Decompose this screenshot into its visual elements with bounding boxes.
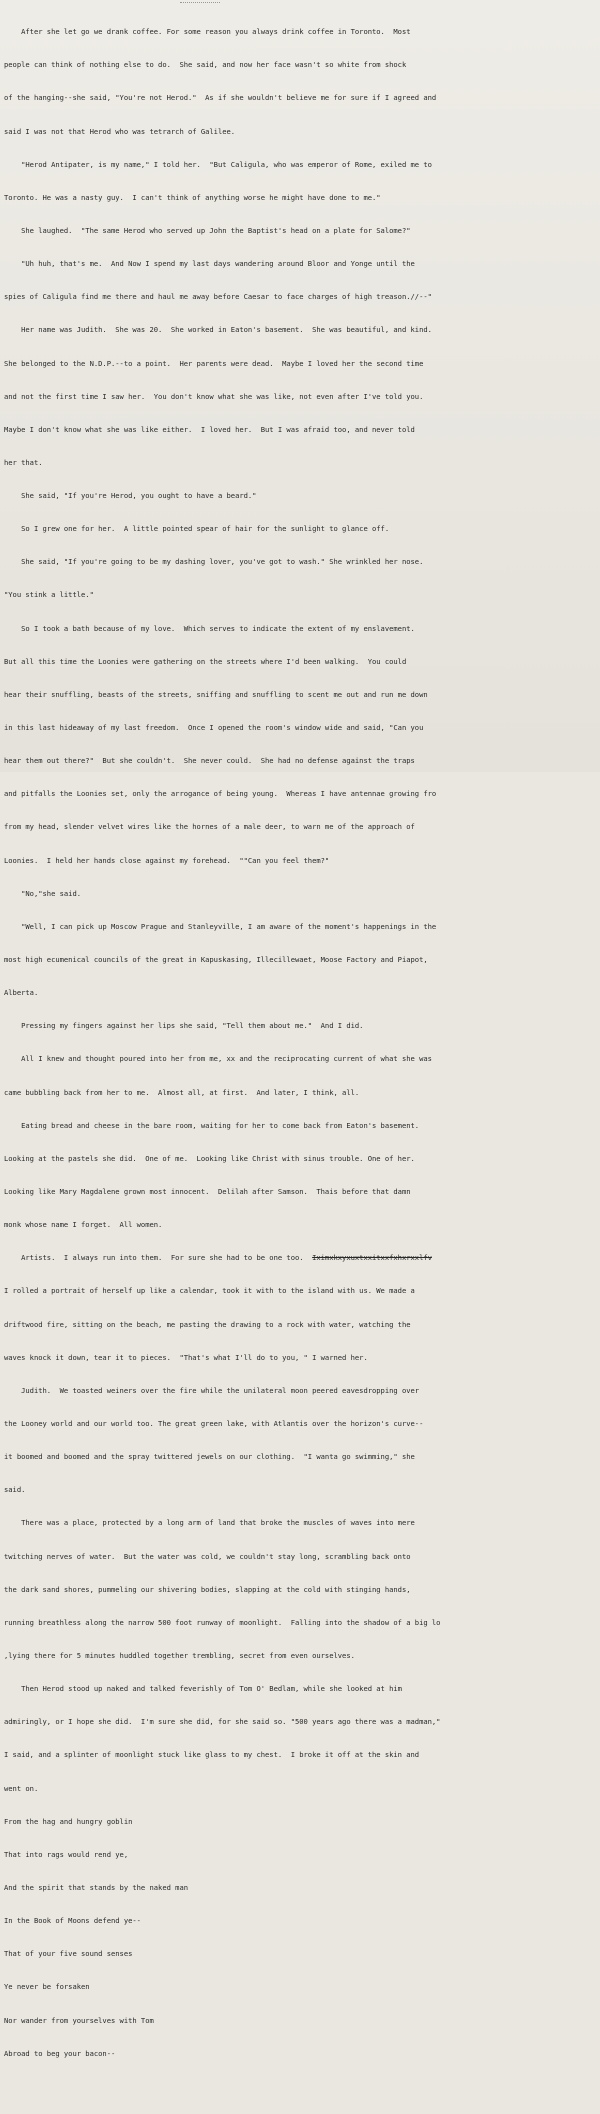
text-line: running breathless along the narrow 500 foot runway of moonlight. Falling into the shadow of a big lo <box>4 1617 441 1627</box>
text-line: All I knew and thought poured into her from me, xx and the reciprocating current of what she was <box>4 1054 432 1064</box>
text-line: it boomed and boomed and the spray twittered jewels on our clothing. "I wanta go swimming," she <box>4 1452 415 1462</box>
text-line: twitching nerves of water. But the water was cold, we couldn't stay long, scrambling back onto <box>4 1551 411 1561</box>
poem-line: Abroad to beg your bacon-- <box>4 2048 116 2058</box>
text-line: Maybe I don't know what she was like either. I loved her. But I was afraid too, and never told <box>4 424 415 434</box>
poem-line: And the spirit that stands by the naked man <box>4 1882 188 1892</box>
text-line: driftwood fire, sitting on the beach, me pasting the drawing to a rock with water, watching the <box>4 1319 411 1329</box>
text-line: the dark sand shores, pummeling our shivering bodies, slapping at the cold with stinging hands, <box>4 1584 411 1594</box>
text-line: and not the first time I saw her. You don't know what she was like, not even after I've told you. <box>4 391 424 401</box>
poem-line: Ye never be forsaken <box>4 1982 90 1992</box>
manuscript-text <box>4 4 600 2114</box>
poem-line: Nor wander from yourselves with Tom <box>4 2015 154 2025</box>
text-line: She laughed. "The same Herod who served up John the Baptist's head on a plate for Salome?" <box>4 225 411 235</box>
text-line: from my head, slender velvet wires like the hornes of a male deer, to warn me of the approach of <box>4 822 415 832</box>
text-line: After she let go we drank coffee. For some reason you always drink coffee in Toronto. Most <box>4 27 411 37</box>
poem-line: That of your five sound senses <box>4 1949 133 1959</box>
text-line: ,lying there for 5 minutes huddled together trembling, secret from even ourselves. <box>4 1650 355 1660</box>
text-line: Looking at the pastels she did. One of me. Looking like Christ with sinus trouble. One of her. <box>4 1153 415 1163</box>
struck-out-text: Iximxkxyxuxtxxitxxfxhxrxxlfv <box>312 1253 432 1263</box>
text-line: There was a place, protected by a long arm of land that broke the muscles of waves into mere <box>4 1518 415 1528</box>
text-line: Her name was Judith. She was 20. She worked in Eaton's basement. She was beautiful, and kind. <box>4 325 432 335</box>
text-line: hear their snuffling, beasts of the streets, sniffing and snuffling to scent me out and run me down <box>4 689 428 699</box>
text-line: her that. <box>4 457 43 467</box>
text-line: waves knock it down, tear it to pieces. "That's what I'll do to you, " I warned her. <box>4 1352 368 1362</box>
text-line: came bubbling back from her to me. Almost all, at first. And later, I think, all. <box>4 1087 360 1097</box>
text-line: Toronto. He was a nasty guy. I can't think of anything worse he might have done to me." <box>4 192 381 202</box>
text-line: Judith. We toasted weiners over the fire while the unilateral moon peered eavesdropping over <box>4 1385 420 1395</box>
text-line: "Uh huh, that's me. And Now I spend my last days wandering around Bloor and Yonge until the <box>4 259 415 269</box>
text-line: went on. <box>4 1783 39 1793</box>
text-line: From the hag and hungry goblin <box>4 1816 133 1826</box>
text-line: said I was not that Herod who was tetrarch of Galilee. <box>4 126 236 136</box>
text-line: I rolled a portrait of herself up like a calendar, took it with to the island with us. We made a <box>4 1286 415 1296</box>
text-line: Eating bread and cheese in the bare room, waiting for her to come back from Eaton's basement. <box>4 1120 420 1130</box>
text-line: said. <box>4 1485 26 1495</box>
text-line: So I grew one for her. A little pointed spear of hair for the sunlight to glance off. <box>4 524 390 534</box>
text-line-with-strikeout <box>4 1252 600 1263</box>
text-line: monk whose name I forget. All women. <box>4 1220 163 1230</box>
text-line: So I took a bath because of my love. Which serves to indicate the extent of my enslavement. <box>4 623 415 633</box>
poem-line: That into rags would rend ye, <box>4 1849 129 1859</box>
text-line: "You stink a little." <box>4 590 94 600</box>
text-line-start: Artists. I always run into them. For sure she had to be one too. <box>4 1253 313 1263</box>
text-line: She belonged to the N.D.P.--to a point. Her parents were dead. Maybe I loved her the second time <box>4 358 424 368</box>
text-line: people can think of nothing else to do. She said, and now her face wasn't so white from shock <box>4 60 407 70</box>
text-line: "No,"she said. <box>4 888 82 898</box>
text-line: the Looney world and our world too. The great green lake, with Atlantis over the horizon's curve-- <box>4 1419 424 1428</box>
text-line: hear them out there?" But she couldn't. She never could. She had no defense against the traps <box>4 756 415 766</box>
text-line: admiringly, or I hope she did. I'm sure she did, for she said so. "500 years ago there was a madman," <box>4 1717 441 1727</box>
text-line: in this last hideaway of my last freedom. Once I opened the room's window wide and said, "Can you <box>4 723 424 733</box>
text-line: Loonies. I held her hands close against my forehead. ""Can you feel them?" <box>4 855 330 865</box>
text-line: Then Herod stood up naked and talked feverishly of Tom O' Bedlam, while she looked at him <box>4 1684 402 1694</box>
text-line: of the hanging--she said, "You're not Herod." As if she wouldn't believe me for sure if I agreed and <box>4 93 437 103</box>
text-line: She said, "If you're going to be my dashing lover, you've got to wash." She wrinkled her nose. <box>4 557 424 567</box>
text-line: and pitfalls the Loonies set, only the arrogance of being young. Whereas I have antennae growing fro <box>4 789 437 799</box>
text-line: But all this time the Loonies were gathering on the streets where I'd been walking. You could <box>4 656 407 666</box>
text-line: She said, "If you're Herod, you ought to have a beard." <box>4 491 257 501</box>
text-line: "Herod Antipater, is my name," I told her. "But Caligula, who was emperor of Rome, exiled me to <box>4 159 432 169</box>
text-line: most high ecumenical councils of the great in Kapuskasing, Illecillewaet, Moose Factory and Piapot, <box>4 955 428 965</box>
poem-line <box>4 2081 600 2092</box>
text-line: Looking like Mary Magdalene grown most innocent. Delilah after Samson. Thais before that damn <box>4 1187 411 1197</box>
text-line: Alberta. <box>4 988 39 998</box>
text-line: spies of Caligula find me there and haul me away before Caesar to face charges of high treason.//--" <box>4 292 432 302</box>
text-line: "Well, I can pick up Moscow Prague and Stanleyville, I am aware of the moment's happenings in the <box>4 921 437 931</box>
text-line: Pressing my fingers against her lips she said, "Tell them about me." And I did. <box>4 1021 364 1031</box>
text-line: I said, and a splinter of moonlight stuck like glass to my chest. I broke it off at the skin and <box>4 1750 420 1760</box>
poem-line: In the Book of Moons defend ye-- <box>4 1916 141 1926</box>
